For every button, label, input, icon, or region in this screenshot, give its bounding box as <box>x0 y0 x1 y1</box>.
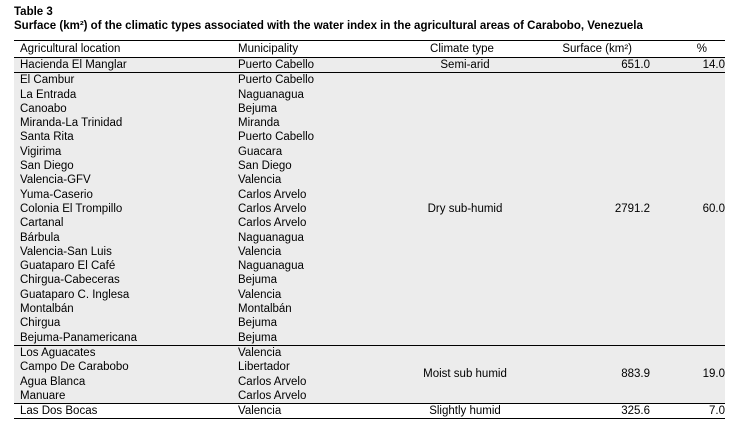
location-cell: Chirgua <box>20 317 61 330</box>
municipality-cell: Carlos Arvelo <box>238 389 307 402</box>
location-cell: Santa Rita <box>20 131 74 144</box>
climate-group <box>14 345 725 403</box>
header-climate: Climate type <box>430 43 494 55</box>
table-row <box>14 58 725 73</box>
municipality-cell: Naguanagua <box>238 88 304 101</box>
location-cell: Miranda-La Trinidad <box>20 117 123 130</box>
climate-cell: Slightly humid <box>429 405 501 418</box>
location-cell: Cartanal <box>20 217 64 230</box>
percent-cell: 19.0 <box>702 368 725 381</box>
location-cell: Guataparo El Café <box>20 260 116 273</box>
municipality-cell: Bejuma <box>238 102 277 115</box>
municipality-cell: San Diego <box>238 160 292 173</box>
municipality-cell: Valencia <box>238 174 282 187</box>
climate-table <box>14 40 725 419</box>
header-row <box>14 41 725 58</box>
percent-cell: 7.0 <box>709 405 725 418</box>
location-cell: Valencia-San Luis <box>20 245 112 258</box>
municipality-cell: Naguanagua <box>238 231 304 244</box>
location-cell: Bárbula <box>20 231 60 244</box>
location-cell: Colonia El Trompillo <box>20 202 123 215</box>
municipality-cell: Carlos Arvelo <box>238 375 307 388</box>
municipality-cell: Puerto Cabello <box>238 131 315 144</box>
municipality-cell: Bejuma <box>238 317 277 330</box>
percent-cell: 14.0 <box>702 59 725 71</box>
location-cell: Bejuma-Panamericana <box>20 331 137 344</box>
municipality-cell: Puerto Cabello <box>238 59 315 71</box>
percent-cell: 60.0 <box>702 202 725 215</box>
municipality-cell: Guacara <box>238 145 283 158</box>
table-row <box>14 404 725 419</box>
location-cell: Manuare <box>20 389 66 402</box>
location-cell: Valencia-GFV <box>20 174 91 187</box>
climate-group <box>14 73 725 346</box>
surface-cell: 883.9 <box>621 368 650 381</box>
location-cell: Chirgua-Cabeceras <box>20 274 120 287</box>
climate-group <box>14 58 725 73</box>
municipality-cell: Valencia <box>238 405 282 418</box>
location-cell: San Diego <box>20 160 74 173</box>
table-description: Surface (km²) of the climatic types associated with the water index in the agricultural areas of Carabobo, Venezuela <box>14 20 643 32</box>
climate-cell: Moist sub humid <box>423 368 507 381</box>
table-row <box>14 345 725 360</box>
municipality-cell: Carlos Arvelo <box>238 217 307 230</box>
surface-cell: 325.6 <box>621 405 650 418</box>
location-cell: El Cambur <box>20 74 75 87</box>
header-municipality: Municipality <box>238 43 299 55</box>
municipality-cell: Valencia <box>238 245 282 258</box>
header-surface: Surface (km²) <box>562 43 632 55</box>
location-cell: Campo De Carabobo <box>20 361 129 374</box>
municipality-cell: Bejuma <box>238 274 277 287</box>
climate-cell: Semi-arid <box>440 59 490 71</box>
climate-cell: Dry sub-humid <box>427 202 503 215</box>
location-cell: La Entrada <box>20 88 77 101</box>
location-cell: Montalbán <box>20 303 74 316</box>
header-location: Agricultural location <box>20 43 121 55</box>
municipality-cell: Carlos Arvelo <box>238 202 307 215</box>
table-caption <box>14 6 730 33</box>
municipality-cell: Naguanagua <box>238 260 304 273</box>
municipality-cell: Miranda <box>238 117 280 130</box>
location-cell: Guataparo C. Inglesa <box>20 288 130 301</box>
location-cell: Las Dos Bocas <box>20 405 98 418</box>
climate-group <box>14 404 725 419</box>
header-percent: % <box>696 43 707 55</box>
municipality-cell: Valencia <box>238 346 282 359</box>
location-cell: Vigirima <box>20 145 62 158</box>
location-cell: Los Aguacates <box>20 346 96 359</box>
municipality-cell: Valencia <box>238 288 282 301</box>
location-cell: Agua Blanca <box>20 375 86 388</box>
location-cell: Canoabo <box>20 102 67 115</box>
surface-cell: 2791.2 <box>614 202 650 215</box>
municipality-cell: Puerto Cabello <box>238 74 315 87</box>
municipality-cell: Libertador <box>238 361 290 374</box>
table-row <box>14 73 725 88</box>
municipality-cell: Bejuma <box>238 331 277 344</box>
table-title: Table 3 <box>14 6 53 18</box>
municipality-cell: Carlos Arvelo <box>238 188 307 201</box>
location-cell: Yuma-Caserio <box>20 188 93 201</box>
surface-cell: 651.0 <box>621 59 650 71</box>
municipality-cell: Montalbán <box>238 303 292 316</box>
location-cell: Hacienda El Manglar <box>20 59 127 71</box>
